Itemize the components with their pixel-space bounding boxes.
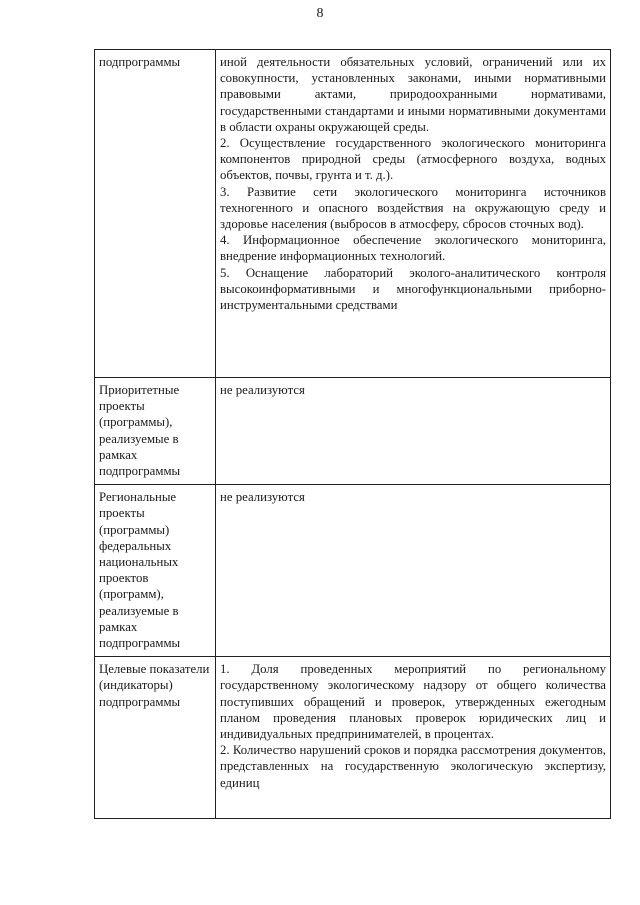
row-label: подпрограммы bbox=[95, 50, 216, 378]
table-row bbox=[95, 378, 611, 485]
row-label: Целевые показатели (индикаторы) подпрограммы bbox=[95, 657, 216, 819]
page-number: 8 bbox=[316, 6, 324, 21]
table-row bbox=[95, 50, 611, 378]
content-paragraph: иной деятельности обязательных условий, ограничений или их совокупности, установленных законами, иными нормативными правовыми актами, природоохранными нормативами, государственными стандартами и иными нормативными документами в области охраны окружающей среды. bbox=[220, 55, 606, 134]
content-paragraph: не реализуются bbox=[220, 490, 305, 505]
row-content bbox=[216, 50, 611, 378]
row-content bbox=[216, 657, 611, 819]
program-passport-table bbox=[94, 49, 611, 819]
content-paragraph: 5. Оснащение лабораторий эколого-аналитического контроля высокоинформативными и многофункциональными приборно-инструментальными средствами bbox=[220, 265, 606, 313]
content-paragraph: не реализуются bbox=[220, 383, 305, 397]
content-paragraph: 1. Доля проведенных мероприятий по региональному государственному экологическому надзору от общего количества поступивших обращений и проверок, утвержденных ежегодным планом проведения плановых проверок юридических лиц и индивидуальных предпринимателей, в процентах. bbox=[220, 662, 606, 742]
row-content bbox=[216, 485, 611, 657]
row-content bbox=[216, 378, 611, 485]
table-row bbox=[95, 485, 611, 657]
table-row bbox=[95, 657, 611, 819]
content-paragraph: 2. Количество нарушений сроков и порядка рассмотрения документов, представленных на государственную экологическую экспертизу, единиц bbox=[220, 743, 606, 790]
content-paragraph: 3. Развитие сети экологического мониторинга источников техногенного и опасного воздействия на окружающую среду и здоровье населения (выбросов в атмосферу, сбросов сточных вод). bbox=[220, 184, 606, 232]
row-label: Региональные проекты (программы) федеральных национальных проектов (программ), реализуемые в рамках подпрограммы bbox=[95, 485, 216, 657]
row-label: Приоритетные проекты (программы), реализуемые в рамках подпрограммы bbox=[95, 378, 216, 485]
content-paragraph: 4. Информационное обеспечение экологического мониторинга, внедрение информационных технологий. bbox=[220, 233, 606, 264]
content-paragraph: 2. Осуществление государственного экологического мониторинга компонентов природной среды (атмосферного воздуха, водных объектов, почвы, грунта и т. д.). bbox=[220, 136, 606, 183]
